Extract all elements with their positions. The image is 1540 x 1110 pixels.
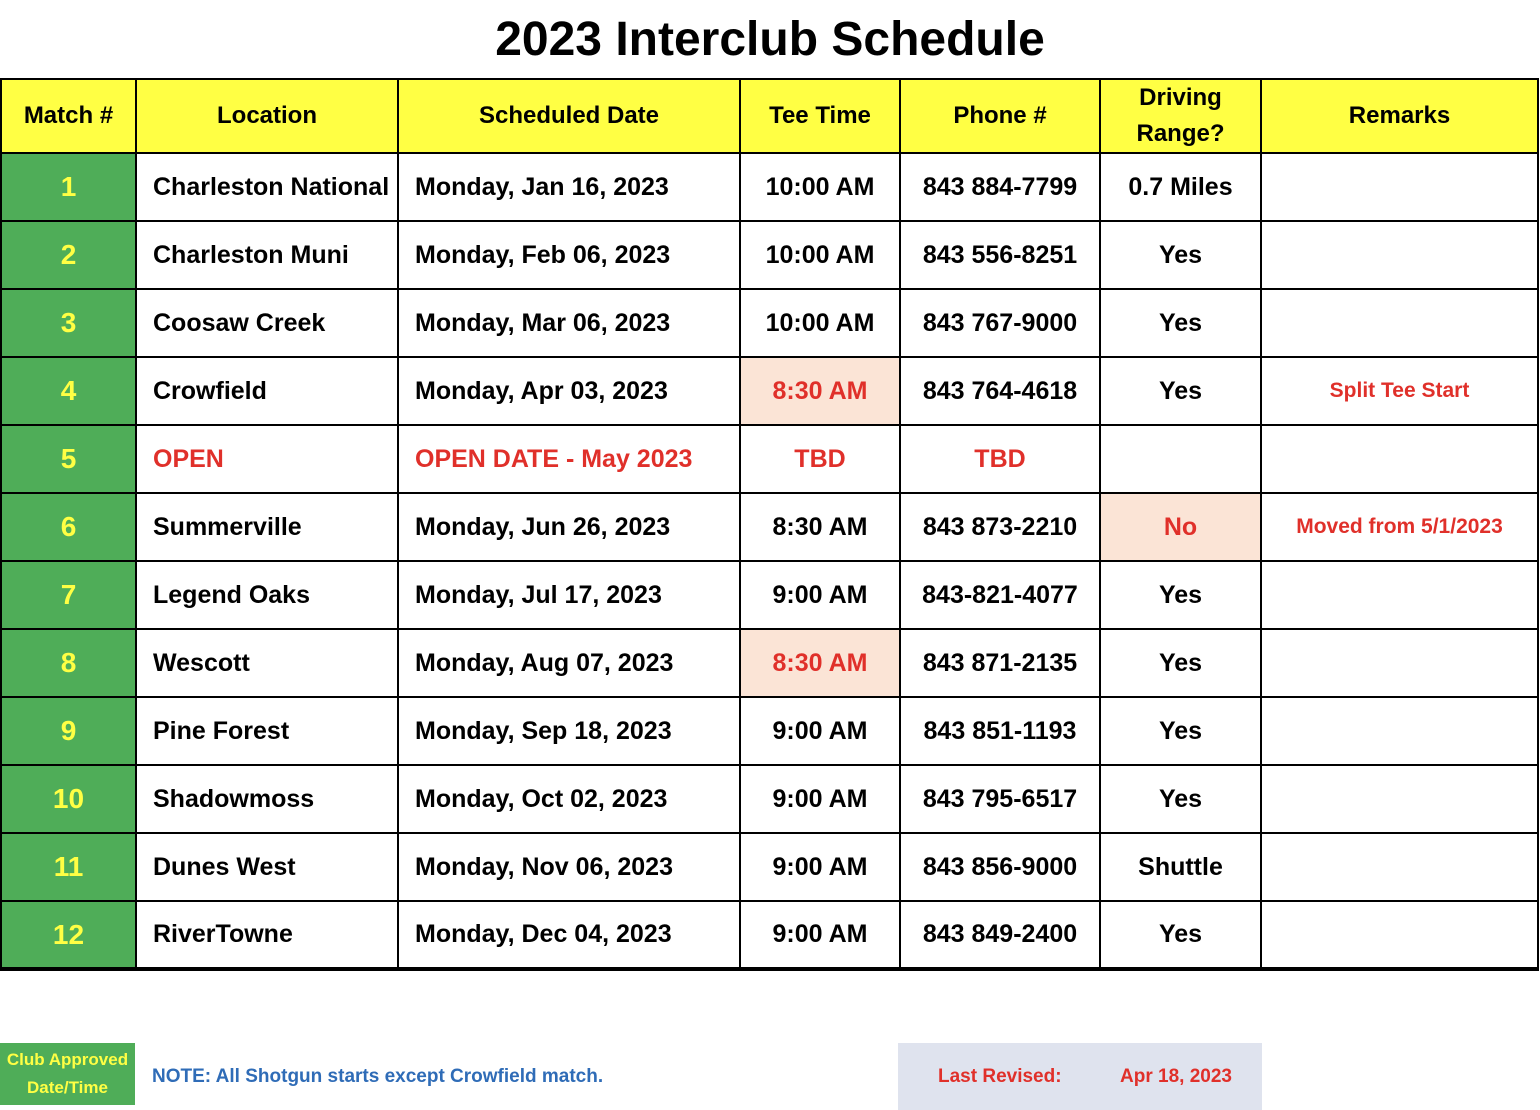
cell-remarks[interactable] — [1261, 153, 1538, 221]
cell-match-number[interactable]: 8 — [1, 629, 136, 697]
cell-match-number[interactable]: 11 — [1, 833, 136, 901]
header-date[interactable]: Scheduled Date — [398, 79, 740, 153]
cell-tee-time[interactable]: 9:00 AM — [740, 833, 900, 901]
cell-match-number[interactable]: 1 — [1, 153, 136, 221]
cell-remarks[interactable] — [1261, 765, 1538, 833]
table-row — [1, 833, 1538, 901]
cell-phone-number[interactable]: 843 764-4618 — [900, 357, 1100, 425]
cell-match-number[interactable]: 10 — [1, 765, 136, 833]
cell-scheduled-date[interactable]: Monday, Feb 06, 2023 — [398, 221, 740, 289]
page-title: 2023 Interclub Schedule — [495, 12, 1045, 66]
cell-match-number[interactable]: 4 — [1, 357, 136, 425]
cell-scheduled-date[interactable]: Monday, Jul 17, 2023 — [398, 561, 740, 629]
table-row — [1, 289, 1538, 357]
cell-tee-time[interactable]: 8:30 AM — [740, 629, 900, 697]
header-match[interactable]: Match # — [1, 79, 136, 153]
cell-phone-number[interactable]: 843 856-9000 — [900, 833, 1100, 901]
header-tee-time[interactable]: Tee Time — [740, 79, 900, 153]
cell-location[interactable]: Charleston National — [136, 153, 398, 221]
header-driving-range-line2: Range? — [1136, 120, 1225, 147]
header-driving-range[interactable] — [1100, 79, 1261, 153]
table-row — [1, 901, 1538, 969]
cell-location[interactable]: OPEN — [136, 425, 398, 493]
cell-remarks[interactable] — [1261, 425, 1538, 493]
cell-match-number[interactable]: 6 — [1, 493, 136, 561]
cell-match-number[interactable]: 5 — [1, 425, 136, 493]
cell-match-number[interactable]: 2 — [1, 221, 136, 289]
header-location[interactable]: Location — [136, 79, 398, 153]
cell-remarks[interactable] — [1261, 697, 1538, 765]
cell-scheduled-date[interactable]: Monday, Oct 02, 2023 — [398, 765, 740, 833]
schedule-table — [0, 78, 1539, 971]
cell-phone-number[interactable]: 843 767-9000 — [900, 289, 1100, 357]
cell-driving-range[interactable]: Yes — [1100, 765, 1261, 833]
cell-remarks[interactable] — [1261, 221, 1538, 289]
table-row — [1, 629, 1538, 697]
cell-match-number[interactable]: 3 — [1, 289, 136, 357]
cell-location[interactable]: RiverTowne — [136, 901, 398, 969]
cell-driving-range[interactable]: Yes — [1100, 289, 1261, 357]
cell-tee-time[interactable]: 10:00 AM — [740, 289, 900, 357]
cell-phone-number[interactable]: 843 556-8251 — [900, 221, 1100, 289]
cell-driving-range[interactable]: Shuttle — [1100, 833, 1261, 901]
footer-note: NOTE: All Shotgun starts except Crowfield match. — [152, 1066, 604, 1087]
cell-phone-number[interactable]: TBD — [900, 425, 1100, 493]
cell-tee-time[interactable]: 9:00 AM — [740, 561, 900, 629]
cell-location[interactable]: Dunes West — [136, 833, 398, 901]
last-revised-date: Apr 18, 2023 — [1120, 1065, 1232, 1087]
cell-location[interactable]: Shadowmoss — [136, 765, 398, 833]
cell-tee-time[interactable]: 9:00 AM — [740, 901, 900, 969]
cell-scheduled-date[interactable]: Monday, Jun 26, 2023 — [398, 493, 740, 561]
cell-tee-time[interactable]: 8:30 AM — [740, 357, 900, 425]
header-phone[interactable]: Phone # — [900, 79, 1100, 153]
cell-match-number[interactable]: 12 — [1, 901, 136, 969]
cell-remarks[interactable] — [1261, 833, 1538, 901]
cell-remarks[interactable] — [1261, 901, 1538, 969]
cell-phone-number[interactable]: 843 871-2135 — [900, 629, 1100, 697]
table-row — [1, 561, 1538, 629]
last-revised-box — [898, 1043, 1262, 1110]
cell-phone-number[interactable]: 843 849-2400 — [900, 901, 1100, 969]
cell-scheduled-date[interactable]: Monday, Nov 06, 2023 — [398, 833, 740, 901]
legend-line2: Date/Time — [27, 1078, 108, 1097]
cell-match-number[interactable]: 7 — [1, 561, 136, 629]
cell-driving-range[interactable]: Yes — [1100, 221, 1261, 289]
cell-location[interactable]: Charleston Muni — [136, 221, 398, 289]
cell-scheduled-date[interactable]: Monday, Mar 06, 2023 — [398, 289, 740, 357]
cell-scheduled-date[interactable]: OPEN DATE - May 2023 — [398, 425, 740, 493]
table-row — [1, 221, 1538, 289]
table-row — [1, 357, 1538, 425]
cell-scheduled-date[interactable]: Monday, Dec 04, 2023 — [398, 901, 740, 969]
cell-tee-time[interactable]: 9:00 AM — [740, 765, 900, 833]
cell-driving-range[interactable]: No — [1100, 493, 1261, 561]
table-row — [1, 153, 1538, 221]
cell-tee-time[interactable]: 10:00 AM — [740, 153, 900, 221]
cell-phone-number[interactable]: 843-821-4077 — [900, 561, 1100, 629]
cell-remarks[interactable]: Split Tee Start — [1261, 357, 1538, 425]
cell-scheduled-date[interactable]: Monday, Jan 16, 2023 — [398, 153, 740, 221]
cell-location[interactable]: Legend Oaks — [136, 561, 398, 629]
table-row — [1, 697, 1538, 765]
cell-tee-time[interactable]: TBD — [740, 425, 900, 493]
cell-driving-range[interactable]: Yes — [1100, 697, 1261, 765]
cell-remarks[interactable] — [1261, 561, 1538, 629]
cell-tee-time[interactable]: 8:30 AM — [740, 493, 900, 561]
cell-driving-range[interactable]: 0.7 Miles — [1100, 153, 1261, 221]
header-driving-range-line1: Driving — [1139, 84, 1222, 111]
last-revised-label: Last Revised: — [938, 1065, 1062, 1087]
cell-driving-range[interactable]: Yes — [1100, 629, 1261, 697]
table-row — [1, 425, 1538, 493]
cell-location[interactable]: Wescott — [136, 629, 398, 697]
cell-driving-range[interactable]: Yes — [1100, 561, 1261, 629]
cell-remarks[interactable] — [1261, 289, 1538, 357]
cell-phone-number[interactable]: 843 884-7799 — [900, 153, 1100, 221]
cell-tee-time[interactable]: 9:00 AM — [740, 697, 900, 765]
cell-scheduled-date[interactable]: Monday, Apr 03, 2023 — [398, 357, 740, 425]
club-approved-legend — [0, 1043, 135, 1105]
header-remarks[interactable]: Remarks — [1261, 79, 1538, 153]
cell-phone-number[interactable]: 843 873-2210 — [900, 493, 1100, 561]
cell-scheduled-date[interactable]: Monday, Aug 07, 2023 — [398, 629, 740, 697]
cell-tee-time[interactable]: 10:00 AM — [740, 221, 900, 289]
table-row — [1, 493, 1538, 561]
cell-location[interactable]: Summerville — [136, 493, 398, 561]
cell-location[interactable]: Pine Forest — [136, 697, 398, 765]
cell-match-number[interactable]: 9 — [1, 697, 136, 765]
table-row — [1, 765, 1538, 833]
cell-phone-number[interactable]: 843 851-1193 — [900, 697, 1100, 765]
header-row — [1, 79, 1538, 153]
cell-driving-range[interactable] — [1100, 425, 1261, 493]
cell-driving-range[interactable]: Yes — [1100, 901, 1261, 969]
cell-remarks[interactable]: Moved from 5/1/2023 — [1261, 493, 1538, 561]
cell-remarks[interactable] — [1261, 629, 1538, 697]
legend-line1: Club Approved — [6, 1050, 129, 1069]
cell-scheduled-date[interactable]: Monday, Sep 18, 2023 — [398, 697, 740, 765]
cell-location[interactable]: Crowfield — [136, 357, 398, 425]
cell-location[interactable]: Coosaw Creek — [136, 289, 398, 357]
cell-driving-range[interactable]: Yes — [1100, 357, 1261, 425]
cell-phone-number[interactable]: 843 795-6517 — [900, 765, 1100, 833]
